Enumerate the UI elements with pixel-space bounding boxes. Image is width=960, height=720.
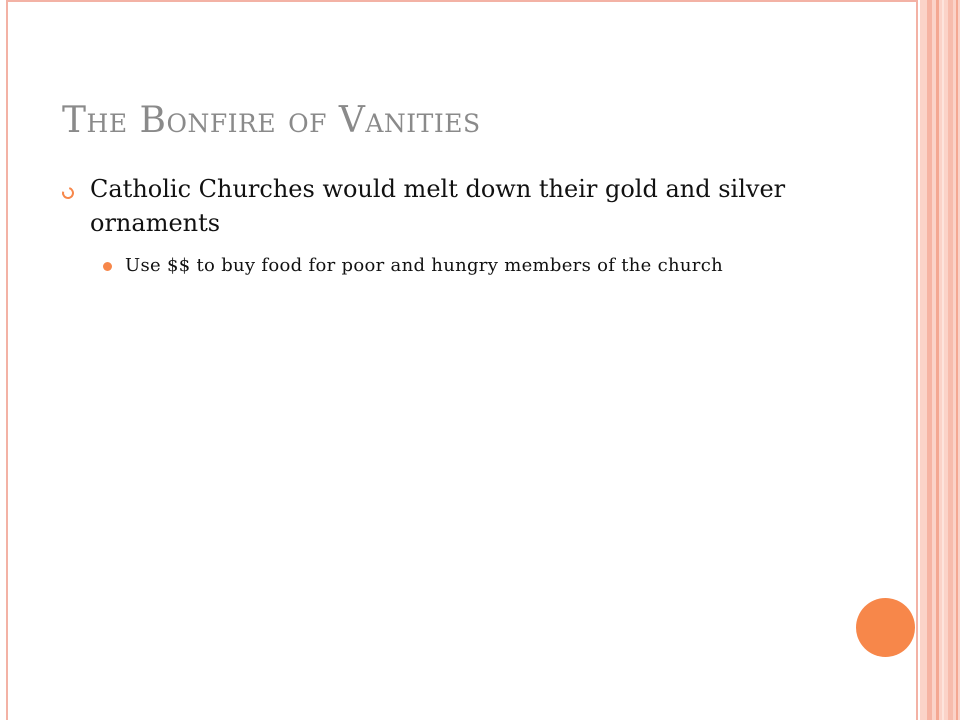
filled-circle-bullet-icon — [103, 262, 112, 271]
slide-title: The Bonfire of Vanities — [62, 100, 481, 141]
decorative-stripe-band — [920, 0, 960, 720]
bullet-item — [62, 172, 822, 240]
decorative-stripe — [927, 0, 932, 720]
decorative-stripe — [936, 0, 939, 720]
decorative-stripe — [942, 0, 944, 720]
frame-border-right — [916, 0, 918, 720]
open-circle-bullet-icon — [60, 185, 76, 201]
frame-border-left — [6, 0, 8, 720]
sub-bullet-text: Use $$ to buy food for poor and hungry members of the church — [125, 255, 723, 276]
decorative-stripe — [956, 0, 958, 720]
frame-border-top — [6, 0, 918, 2]
bullet-text: Catholic Churches would melt down their gold and silver ornaments — [90, 175, 786, 237]
slide-body — [62, 172, 822, 280]
accent-circle — [856, 598, 915, 657]
sub-bullet-item — [102, 252, 785, 280]
decorative-stripe — [948, 0, 953, 720]
